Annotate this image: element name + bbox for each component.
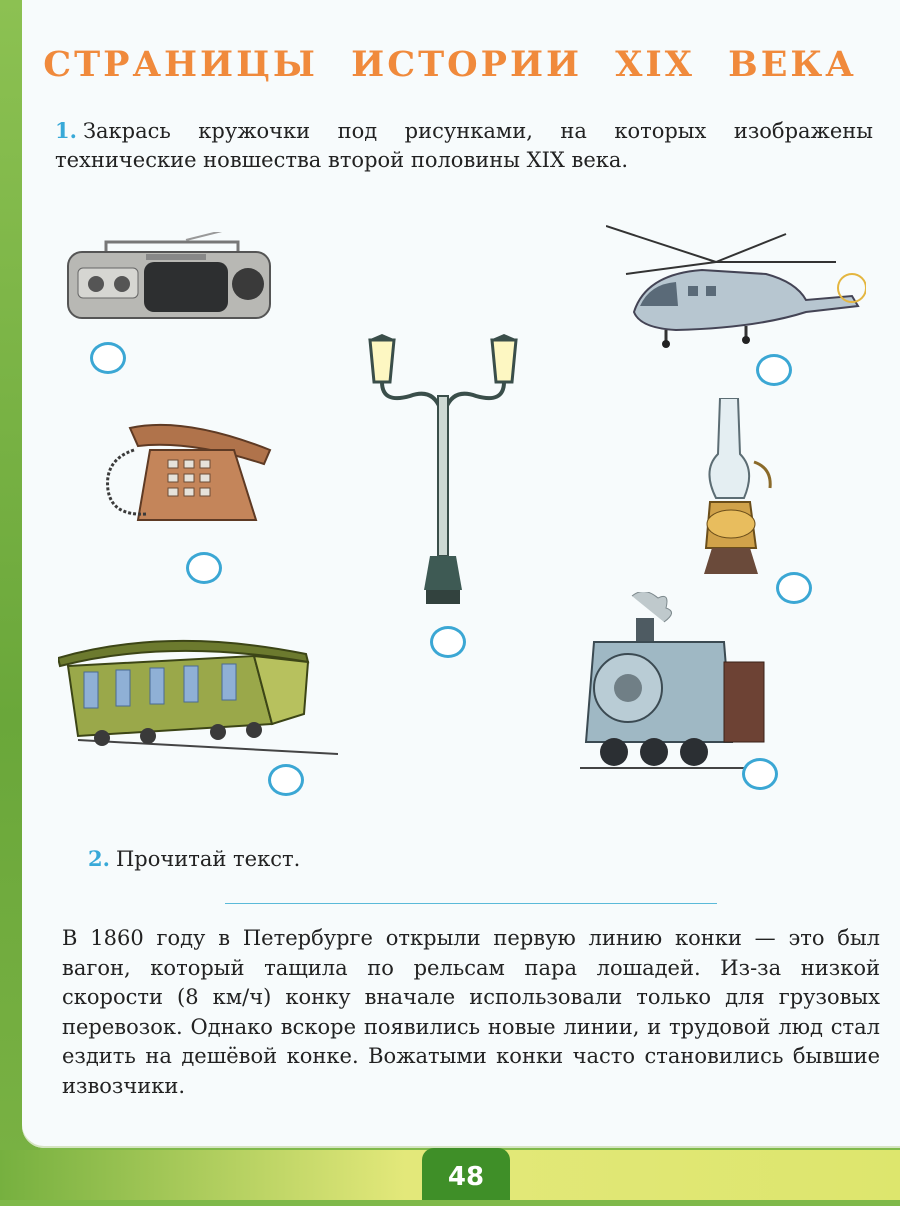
circle-street-lamp[interactable] bbox=[430, 626, 466, 658]
street-lamp-icon bbox=[360, 334, 526, 606]
circle-telephone[interactable] bbox=[186, 552, 222, 584]
circle-tape-recorder[interactable] bbox=[90, 342, 126, 374]
reading-text: В 1860 году в Петербурге открыли первую линию конки — это был вагон, который тащила по рельсам пара лошадей. Из-за низкой скорости (8 км/ч) конку вначале использовали только для грузовых перевозок. Однако вскоре появились новые линии, и трудовой люд стал ездить на дешёвой конке. Вожатыми конки часто становились бывшие извозчики. bbox=[62, 926, 880, 1098]
circle-horse-tram[interactable] bbox=[268, 764, 304, 796]
task-2 bbox=[88, 844, 300, 874]
task-1-text: Закрась кружочки под рисунками, на которых изображены технические новшества второй половины XIX века. bbox=[55, 119, 873, 172]
telephone-icon bbox=[94, 420, 274, 534]
page-title: СТРАНИЦЫ ИСТОРИИ XIX ВЕКА bbox=[43, 44, 857, 85]
circle-locomotive[interactable] bbox=[742, 758, 778, 790]
task-2-number: 2. bbox=[88, 846, 110, 871]
answer-line[interactable] bbox=[225, 903, 717, 904]
task-2-text: Прочитай текст. bbox=[115, 847, 301, 871]
locomotive-icon bbox=[574, 592, 770, 778]
task-1-number: 1. bbox=[55, 118, 77, 143]
tape-recorder-icon bbox=[66, 232, 272, 324]
task-1 bbox=[55, 116, 873, 175]
horse-tram-icon bbox=[58, 632, 338, 760]
page-number: 48 bbox=[422, 1148, 510, 1200]
circle-kerosene-lamp[interactable] bbox=[776, 572, 812, 604]
helicopter-icon bbox=[606, 216, 866, 350]
kerosene-lamp-icon bbox=[698, 398, 774, 578]
circle-helicopter[interactable] bbox=[756, 354, 792, 386]
